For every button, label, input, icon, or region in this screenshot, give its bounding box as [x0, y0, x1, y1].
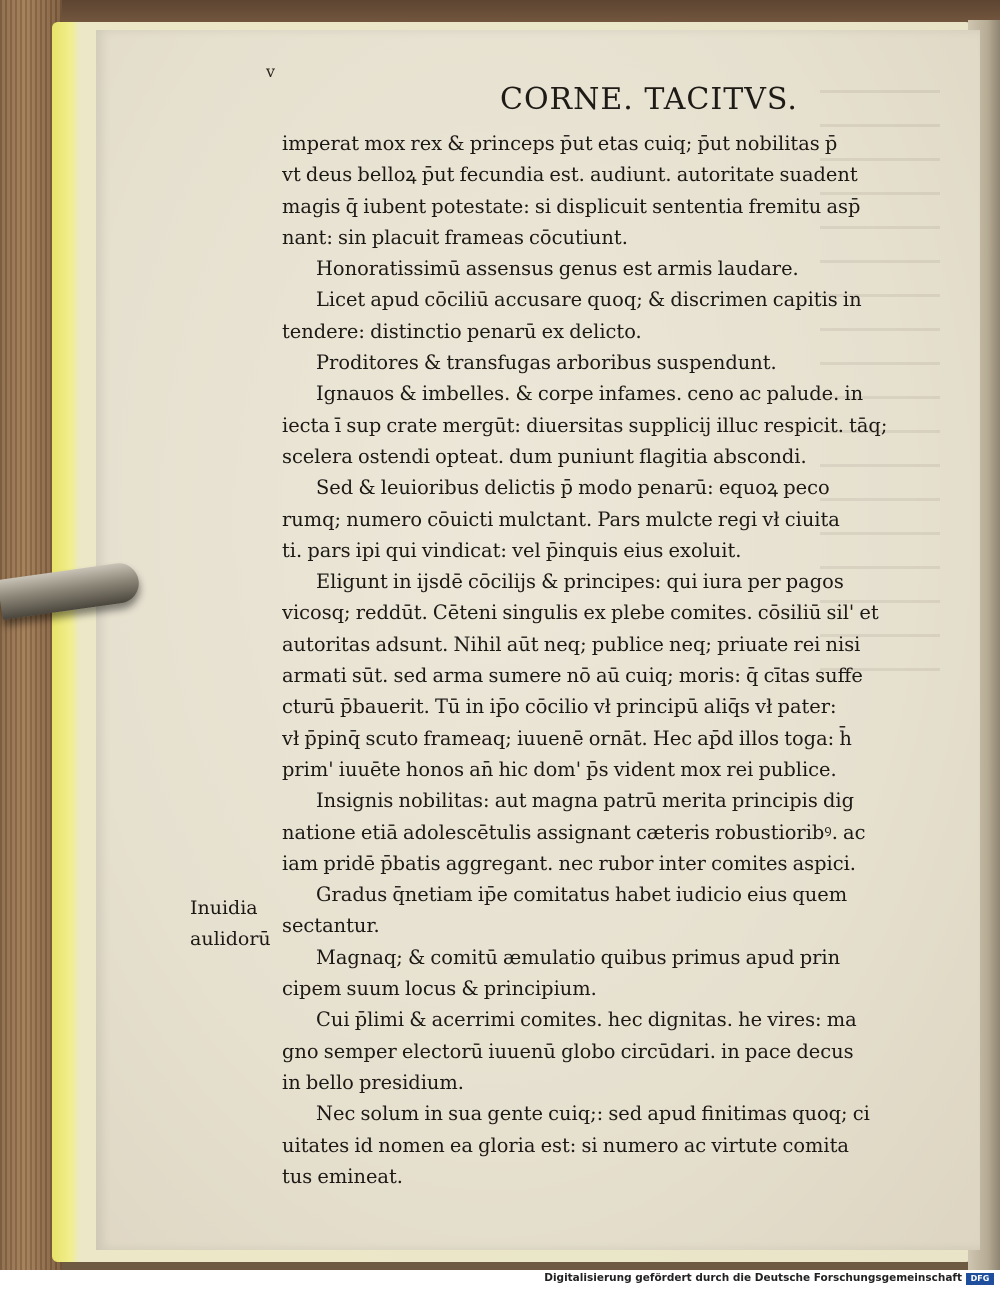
marginal-note	[190, 893, 271, 955]
text-line: in bello presidium.	[282, 1070, 464, 1094]
text-line: uitates id nomen ea gloria est: si numero ac virtute comita	[282, 1133, 849, 1157]
folio-mark: v	[266, 62, 276, 81]
marginal-note-line: Inuidia	[190, 897, 258, 919]
text-line: Honoratissimū assensus genus est armis laudare.	[316, 257, 799, 281]
text-line: iam pridē p̄batis aggregant. nec rubor inter comites aspici.	[282, 851, 856, 875]
text-line: scelera ostendi opteat. dum puniunt flagitia abscondi.	[282, 444, 807, 468]
text-line: Proditores & transfugas arboribus suspendunt.	[316, 351, 777, 375]
marginal-note-line: aulidorū	[190, 928, 271, 950]
text-line: Insignis nobilitas: aut magna patrū merita principis dig	[316, 789, 855, 813]
text-line: Cui p̄limi & acerrimi comites. hec dignitas. he vires: ma	[316, 1008, 857, 1032]
text-line: Licet apud cōciliū accusare quoq; & discrimen capitis in	[316, 288, 862, 312]
footer	[0, 1270, 1000, 1289]
text-line: rumq; numero cōuicti mulctant. Pars mulcte regi vł ciuita	[282, 507, 840, 531]
text-line: cturū p̄bauerit. Tū in ip̄o cōcilio vł principū aliq̄s vł pater:	[282, 695, 837, 719]
text-line: prim' iuuēte honos an̄ hic dom' p̄s vident mox rei publice.	[282, 757, 837, 781]
text-line: cipem suum locus & principium.	[282, 977, 597, 1001]
text-line: imperat mox rex & princeps p̄ut etas cuiq; p̄ut nobilitas p̄	[282, 132, 838, 155]
text-line: vł p̄pinq̄ scuto frameaq; iuuenē ornāt. Hec ap̄d illos toga: h̄	[282, 726, 852, 750]
text-line: nant: sin placuit frameas cōcutiunt.	[282, 225, 628, 249]
text-line: Ignauos & imbelles. & corpe infames. ceno ac palude. in	[316, 382, 864, 406]
running-head: CORNE. TACITVS.	[500, 82, 798, 117]
text-line: Gradus q̄netiam ip̄e comitatus habet iudicio eius quem	[316, 883, 848, 907]
text-line: Magnaq; & comitū æmulatio quibus primus apud prin	[316, 945, 841, 969]
text-line: natione etiā adolescētulis assignant cæteris robustioribꝰ. ac	[282, 820, 866, 844]
text-line: Eligunt in ijsdē cōcilijs & principes: qui iura per pagos	[316, 570, 844, 594]
text-line: tendere: distinctio penarū ex delicto.	[282, 319, 642, 343]
text-line: sectantur.	[282, 914, 380, 938]
text-line: Nec solum in sua gente cuiq;: sed apud finitimas quoq; ci	[316, 1102, 870, 1126]
text-line: armati sūt. sed arma sumere nō aū cuiq; moris: q̄ cītas suffe	[282, 664, 863, 688]
text-line: magis q̄ iubent potestate: si displicuit sententia fremitu asp̄	[282, 194, 861, 218]
text-line: Sed & leuioribus delictis p̄ modo penarū: equoꝝ peco	[316, 476, 830, 500]
text-line: tus emineat.	[282, 1164, 403, 1188]
text-line: vt deus belloꝝ p̄ut fecundia est. audiunt. autoritate suadent	[282, 163, 858, 187]
dfg-logo: DFG	[966, 1273, 994, 1285]
text-line: ti. pars ipi qui vindicat: vel p̄inquis eius exoluit.	[282, 538, 742, 562]
funding-credit: Digitalisierung gefördert durch die Deutsche Forschungsgemeinschaft	[544, 1272, 962, 1284]
text-line: iecta ī sup crate mergūt: diuersitas supplicij illuc respicit. tāq;	[282, 413, 888, 437]
body-text	[282, 128, 894, 1192]
text-line: vicosq; reddūt. Cēteni singulis ex plebe comites. cōsiliū sil' et	[282, 601, 879, 625]
text-line: autoritas adsunt. Nihil aūt neq; publice neq; priuate rei nisi	[282, 632, 861, 656]
text-line: gno semper electorū iuuenū globo circūdari. in pace decus	[282, 1039, 854, 1063]
